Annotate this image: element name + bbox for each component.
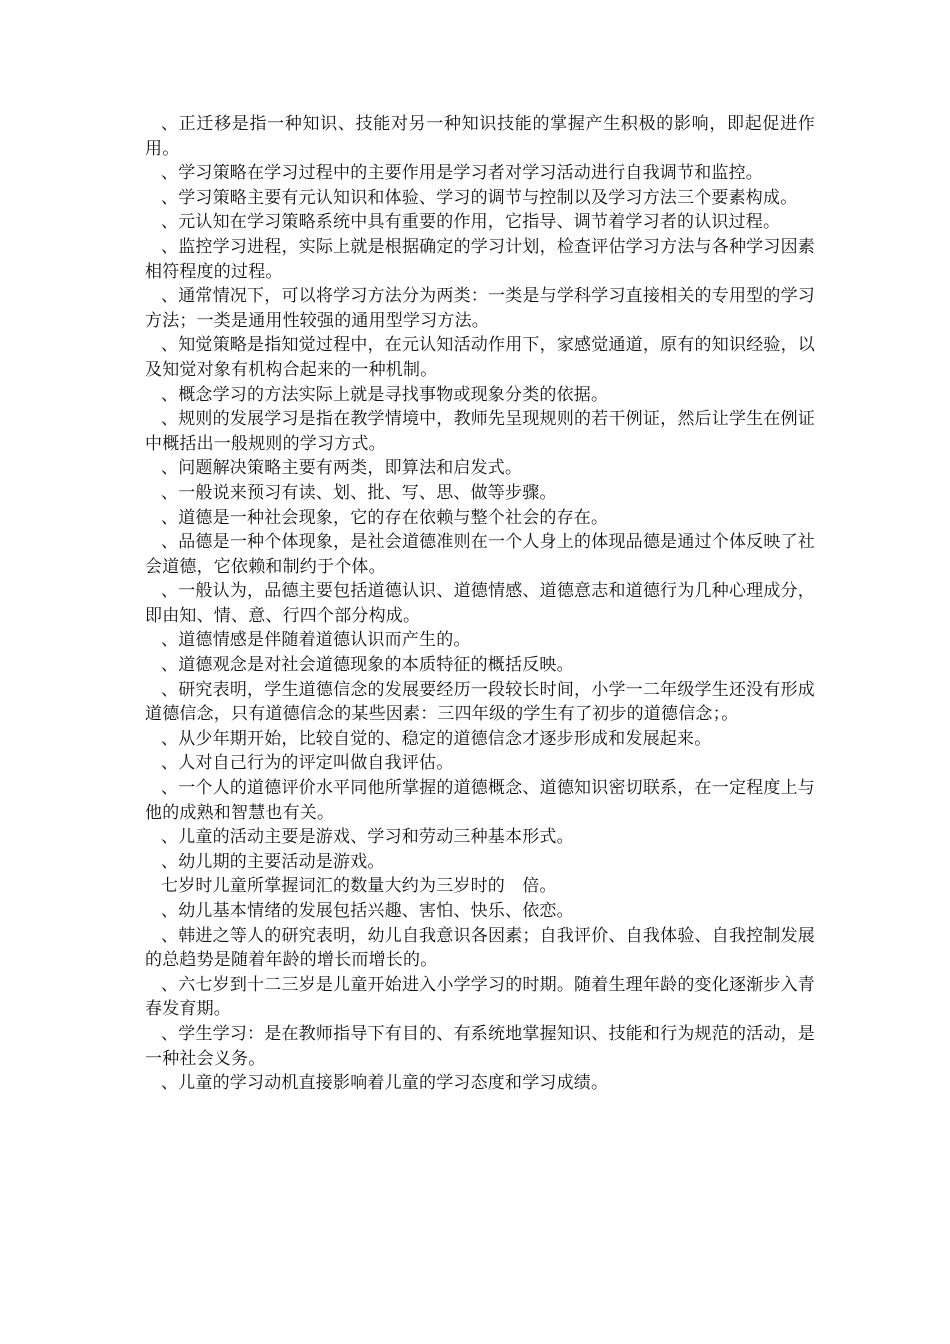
paragraph: 、一般认为，品德主要包括道德认识、道德情感、道德意志和道德行为几种心理成分，即由知、情、意、行四个部分构成。 <box>145 581 815 626</box>
paragraph: 、规则的发展学习是指在教学情境中，教师先呈现规则的若干例证，然后让学生在例证中概括出一般规则的学习方式。 <box>145 409 815 454</box>
paragraph: 、人对自己行为的评定叫做自我评估。 <box>161 753 454 774</box>
paragraph: 、概念学习的方法实际上就是寻找事物或现象分类的依据。 <box>161 384 609 405</box>
paragraph: 、一般说来预习有读、划、批、写、思、做等步骤。 <box>161 482 557 503</box>
paragraph: 、研究表明，学生道德信念的发展要经历一段较长时间，小学一二年级学生还没有形成道德信念，只有道德信念的某些因素：三四年级的学生有了初步的道德信念；。 <box>145 679 815 725</box>
paragraph: 、一个人的道德评价水平同他所掌握的道德概念、道德知识密切联系，在一定程度上与他的成熟和智慧也有关。 <box>145 778 815 823</box>
paragraph: 、从少年期开始，比较自觉的、稳定的道德信念才逐步形成和发展起来。 <box>161 728 712 749</box>
paragraph: 、学生学习：是在教师指导下有目的、有系统地掌握知识、技能和行为规范的活动，是一种社会义务。 <box>145 1023 815 1069</box>
paragraph: 、元认知在学习策略系统中具有重要的作用，它指导、调节着学习者的认识过程。 <box>161 212 781 233</box>
paragraph: 、道德观念是对社会道德现象的本质特征的概括反映。 <box>161 655 574 676</box>
paragraph: 、六七岁到十二三岁是儿童开始进入小学学习的时期。随着生理年龄的变化逐渐步入青春发育期。 <box>145 974 815 1020</box>
paragraph: 、道德是一种社会现象，它的存在依赖与整个社会的存在。 <box>161 507 609 528</box>
paragraph: 、学习策略在学习过程中的主要作用是学习者对学习活动进行自我调节和监控。 <box>161 163 763 184</box>
paragraph: 、幼儿基本情绪的发展包括兴趣、害怕、快乐、依恋。 <box>161 901 574 921</box>
paragraph: 、幼儿期的主要活动是游戏。 <box>161 851 385 872</box>
paragraph: 、正迁移是指一种知识、技能对另一种知识技能的掌握产生积极的影响，即起促进作用。 <box>145 114 815 159</box>
paragraph: 、学习策略主要有元认知识和体验、学习的调节与控制以及学习方法三个要素构成。 <box>161 187 798 208</box>
paragraph: 、道德情感是伴随着道德认识而产生的。 <box>161 630 471 651</box>
paragraph: 七岁时儿童所掌握词汇的数量大约为三岁时的 倍。 <box>161 876 557 897</box>
paragraph: 、儿童的学习动机直接影响着儿童的学习态度和学习成绩。 <box>161 1073 609 1094</box>
document-body <box>145 112 815 1096</box>
paragraph: 、韩进之等人的研究表明，幼儿自我意识各因素；自我评价、自我体验、自我控制发展的总趋势是随着年龄的增长而增长的。 <box>145 925 815 971</box>
paragraph: 、问题解决策略主要有两类，即算法和启发式。 <box>161 458 523 479</box>
paragraph: 、知觉策略是指知觉过程中，在元认知活动作用下，家感觉通道，原有的知识经验，以及知觉对象有机构合起来的一种机制。 <box>145 335 815 380</box>
paragraph: 、儿童的活动主要是游戏、学习和劳动三种基本形式。 <box>161 827 574 848</box>
paragraph: 、监控学习进程，实际上就是根据确定的学习计划，检查评估学习方法与各种学习因素相符程度的过程。 <box>145 236 815 282</box>
paragraph: 、品德是一种个体现象，是社会道德准则在一个人身上的体现品德是通过个体反映了社会道德，它依赖和制约于个体。 <box>145 532 815 577</box>
paragraph: 、通常情况下，可以将学习方法分为两类：一类是与学科学习直接相关的专用型的学习方法；一类是通用性较强的通用型学习方法。 <box>145 286 815 331</box>
